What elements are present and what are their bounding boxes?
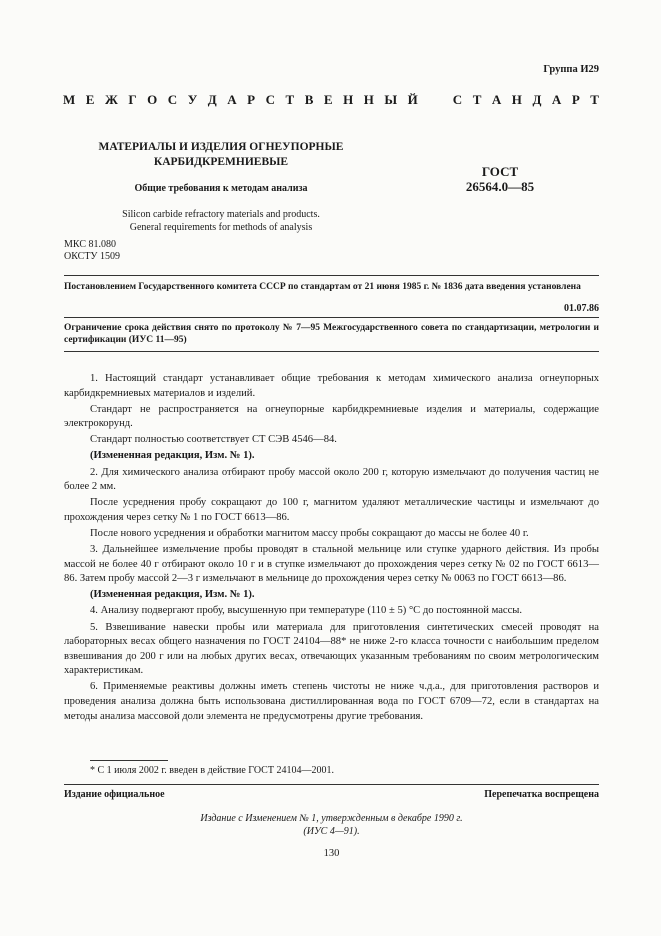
- title-line-2: КАРБИДКРЕМНИЕВЫЕ: [153, 156, 289, 168]
- title-line-1: МАТЕРИАЛЫ И ИЗДЕЛИЯ ОГНЕУПОРНЫЕ: [98, 141, 344, 153]
- amendment-note: (Измененная редакция, Изм. № 1).: [90, 589, 255, 601]
- heading-letter: Р: [247, 92, 256, 107]
- heading-letter: Е: [85, 92, 95, 107]
- gost-designation: [455, 164, 545, 194]
- paragraph: Стандарт полностью соответствует СТ СЭВ 4546—84.: [90, 434, 337, 446]
- paragraph: 1. Настоящий стандарт устанавливает общие требования к методам химического анализа огнеупорных карбидкремниевых материалов и изделий.: [64, 373, 599, 399]
- heading-letter: Т: [285, 92, 295, 107]
- heading-letter: Т: [590, 92, 599, 107]
- heading-letter: [428, 92, 442, 108]
- heading-letter: Н: [511, 92, 522, 107]
- heading-letter: А: [551, 92, 562, 107]
- heading-letter: У: [187, 92, 198, 107]
- heading-letter: С: [452, 92, 463, 107]
- heading-letter: Т: [472, 92, 482, 107]
- heading-letter: А: [491, 92, 502, 107]
- heading-letter: Ж: [104, 92, 118, 107]
- heading-letter: В: [304, 92, 314, 107]
- heading-letter: С: [265, 92, 275, 107]
- footnote: * С 1 июля 2002 г. введен в действие ГОСТ 24104—2001.: [90, 765, 334, 776]
- main-text: [64, 372, 599, 726]
- mks-code: МКС 81.080: [64, 239, 116, 250]
- divider: [64, 317, 599, 318]
- heading-letter: Ы: [384, 92, 398, 107]
- heading-letter: Н: [343, 92, 354, 107]
- decree-text: Постановлением Государственного комитета СССР по стандартам от 21 июня 1985 г. № 1836 дата введения установлена: [64, 282, 581, 292]
- heading-letter: Г: [128, 92, 137, 107]
- paragraph: После усреднения пробу сокращают до 100 г, магнитом удаляют металлические частицы и измельчают до прохождения через сетку № 1 по ГОСТ 6613—86.: [64, 497, 599, 523]
- interstate-standard-heading: [63, 92, 599, 108]
- heading-letter: Н: [363, 92, 374, 107]
- edition-note-line-1: Издание с Изменением № 1, утвержденным в декабре 1990 г.: [200, 813, 463, 824]
- edition-note: [64, 812, 599, 838]
- english-title: [86, 208, 356, 234]
- paragraph: 6. Применяемые реактивы должны иметь степень чистоты не ниже ч.д.а., для приготовления растворов и проведения анализа должна быть использована дистиллированная вода по ГОСТ 6709—72, если в стандартах на методы анализа массовой доли элемента не предусмотрены другие требования.: [64, 681, 599, 722]
- footnote-divider: [90, 760, 168, 761]
- page-number: 130: [323, 848, 340, 859]
- heading-letter: Д: [207, 92, 217, 107]
- heading-letter: Й: [407, 92, 418, 107]
- paragraph: 4. Анализу подвергают пробу, высушенную при температуре (110 ± 5) °С до постоянной массы.: [90, 605, 523, 617]
- edition-note-line-2: (ИУС 4—91).: [303, 826, 360, 837]
- classification-codes: [64, 239, 120, 263]
- heading-letter: Е: [323, 92, 333, 107]
- heading-letter: О: [147, 92, 158, 107]
- gost-label: ГОСТ: [481, 164, 519, 179]
- heading-letter: А: [227, 92, 237, 107]
- reprint-prohibited-label: Перепечатка воспрещена: [484, 789, 599, 800]
- heading-letter: М: [63, 92, 76, 107]
- introduction-date: 01.07.86: [564, 303, 599, 314]
- paragraph: 3. Дальнейшее измельчение пробы проводят в стальной мельнице или ступке ударного действия. Из пробы массой не более 40 г отбирают около 10 г и в ступке измельчают до прохождения через сетку № 02 по ГОСТ 6613—86. Затем пробу массой 2—3 г измельчают в мельнице до прохождения через сетку № 0063 по ГОСТ 6613—86.: [64, 544, 599, 585]
- english-title-line-2: General requirements for methods of analysis: [129, 222, 313, 233]
- title-block: [86, 140, 356, 234]
- okstu-code: ОКСТУ 1509: [64, 251, 121, 262]
- official-edition-label: Издание официальное: [64, 789, 165, 800]
- amendment-note: (Измененная редакция, Изм. № 1).: [90, 450, 255, 462]
- subtitle: Общие требования к методам анализа: [134, 183, 308, 194]
- paragraph: 5. Взвешивание навески пробы или материала для приготовления синтетических смесей проводят на лабораторных весах общего назначения по ГОСТ 24104—88* не ниже 2-го класса точности с наибольшим пределом взвешивания до 200 г или на любых других весах, отвечающих указанным требованиям по своим метрологическим характеристикам.: [64, 621, 599, 677]
- divider: [64, 275, 599, 276]
- validity-limit-text: Ограничение срока действия снято по протоколу № 7—95 Межгосударственного совета по стандартизации, метрологии и сертификации (ИУС 11—95): [64, 323, 599, 345]
- paragraph: 2. Для химического анализа отбирают пробу массой около 200 г, которую измельчают до получения частиц не более 2 мм.: [64, 466, 599, 493]
- paragraph: После нового усреднения и обработки магнитом массу пробы сокращают до массы не более 40 г.: [90, 527, 529, 539]
- heading-letter: С: [167, 92, 178, 107]
- heading-letter: Р: [571, 92, 580, 107]
- heading-letter: Д: [532, 92, 542, 107]
- group-code: Группа И29: [543, 64, 599, 75]
- divider: [64, 351, 599, 352]
- gost-number: 26564.0—85: [465, 179, 535, 194]
- english-title-line-1: Silicon carbide refractory materials and products.: [122, 209, 320, 220]
- divider: [64, 784, 599, 785]
- paragraph: Стандарт не распространяется на огнеупорные карбидкремниевые изделия и материалы, содержащие электрокорунд.: [64, 403, 599, 430]
